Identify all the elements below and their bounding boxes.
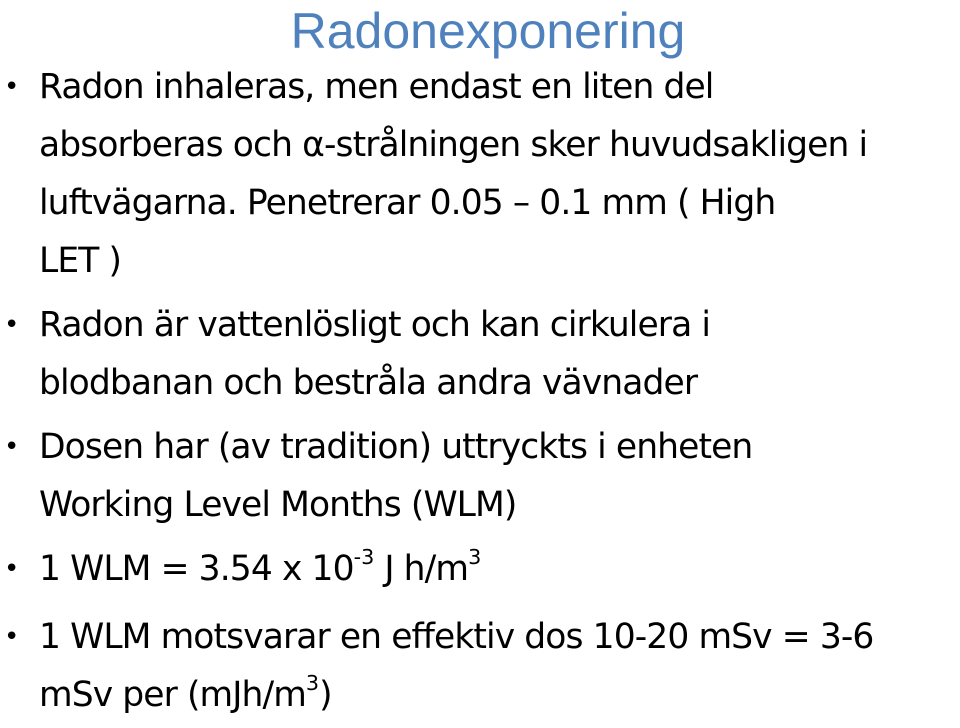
bullet-text-line: luftvägarna. Penetrerar 0.05 – 0.1 mm ( High <box>39 183 776 223</box>
bullet-dot-icon: • <box>4 72 20 102</box>
formula-exponent: 3 <box>305 671 320 696</box>
bullet-text-line <box>39 540 960 602</box>
bullet-text-line: Dosen har (av tradition) uttryckts i enheten <box>39 427 753 467</box>
bullet-text-line: Working Level Months (WLM) <box>39 485 517 525</box>
bullet-text-line <box>39 666 960 728</box>
bullet-text-line: blodbanan och bestråla andra vävnader <box>39 363 698 403</box>
formula-exponent: -3 <box>353 545 375 570</box>
bullet-text-line: LET ) <box>39 241 122 281</box>
bullet-item-wlm-definition <box>0 540 960 602</box>
formula-exponent: 3 <box>468 545 482 570</box>
bullet-text-line: Radon inhaleras, men endast en liten del <box>39 67 714 107</box>
bullet-item-effective-dose <box>0 608 960 728</box>
formula-text: mSv per (mJh/m <box>39 675 306 715</box>
slide-title: Radonexponering <box>290 3 686 59</box>
bullet-text-line: 1 WLM motsvarar en effektiv dos 10-20 mSv = 3-6 <box>39 617 874 657</box>
formula-text: ) <box>319 675 332 715</box>
bullet-item-radon-inhalation <box>0 58 960 290</box>
bullet-item-dose-unit <box>0 418 960 534</box>
bullet-dot-icon: • <box>4 622 20 652</box>
bullet-dot-icon: • <box>4 432 20 462</box>
formula-text: 1 WLM = 3.54 x 10 <box>39 549 354 589</box>
bullet-text-line: Radon är vattenlösligt och kan cirkulera i <box>39 305 711 345</box>
formula-text: J h/m <box>374 549 469 589</box>
bullet-list <box>0 58 960 728</box>
bullet-dot-icon: • <box>4 554 20 584</box>
bullet-item-water-solubility <box>0 296 960 412</box>
bullet-dot-icon: • <box>4 310 20 340</box>
bullet-text-line: absorberas och α-strålningen sker huvudsakligen i <box>39 125 868 165</box>
